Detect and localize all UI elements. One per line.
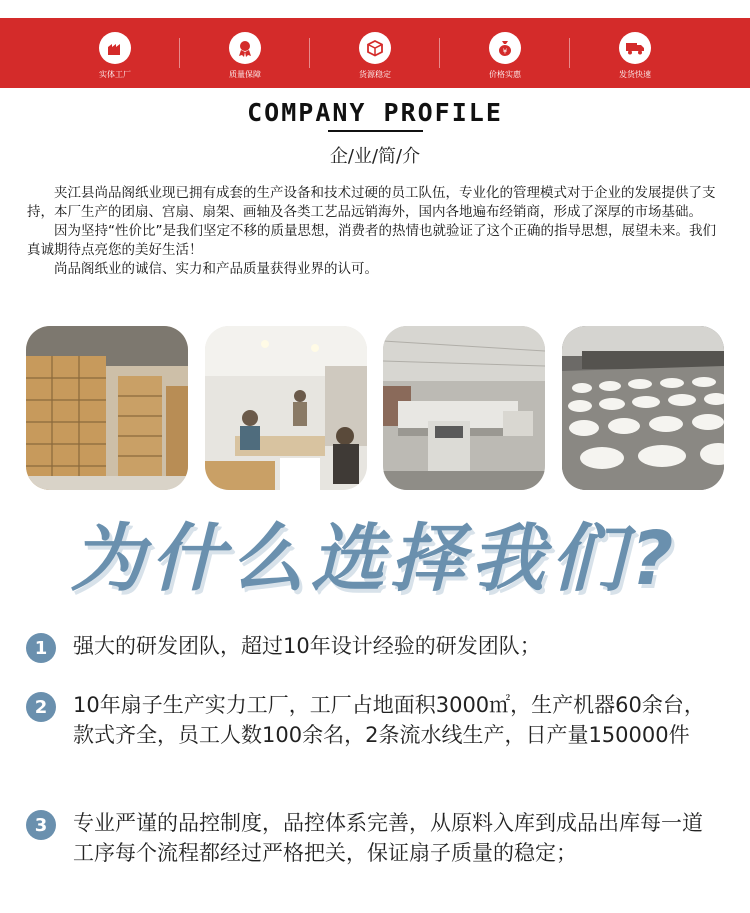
svg-text:¥: ¥ (502, 47, 508, 56)
feature-divider (569, 38, 570, 68)
profile-subtitle: 企/业/简/介 (329, 146, 421, 167)
feature-quality (190, 18, 300, 88)
workshop-workers-photo (205, 326, 367, 490)
reason-item (26, 631, 713, 663)
cutting-table-photo (562, 326, 724, 490)
intro-paragraph: 尚品阁纸业的诚信、实力和产品质量获得业界的认可。 (27, 261, 378, 277)
feature-divider (179, 38, 180, 68)
feature-supply (320, 18, 430, 88)
feature-price (450, 18, 560, 88)
reason-item (26, 690, 713, 750)
why-choose-us-heading: 为什么选择我们? (70, 516, 680, 602)
reason-text: 专业严谨的品控制度，品控体系完善，从原料入库到成品出库每一道工序每个流程都经过严格把关，保证扇子质量的稳定； (73, 811, 703, 865)
feature-label: 质量保障 (229, 70, 261, 79)
reason-number-badge: 2 (26, 692, 56, 722)
feature-factory (60, 18, 170, 88)
quality-badge-icon (229, 32, 261, 64)
delivery-truck-icon (619, 32, 651, 64)
intro-paragraph: 因为坚持“性价比”是我们坚定不移的质量思想，消费者的热情也就验证了这个正确的指导思想，展望未来。我们真诚期待点亮您的美好生活！ (27, 223, 716, 258)
feature-divider (439, 38, 440, 68)
factory-photos (26, 326, 724, 490)
feature-label: 实体工厂 (99, 70, 131, 79)
intro-paragraph: 夹江县尚品阁纸业现已拥有成套的生产设备和技术过硬的员工队伍，专业化的管理模式对于企业的发展提供了支持，本厂生产的团扇、宫扇、扇架、画轴及各类工艺品远销海外，国内各地遍布经销商，形成了深厚的市场基础。 (27, 185, 716, 220)
feature-band (0, 18, 750, 88)
money-bag-icon (489, 32, 521, 64)
feature-label: 发货快速 (619, 70, 651, 79)
profile-intro (27, 184, 727, 279)
reason-text: 强大的研发团队，超过10年设计经验的研发团队； (73, 634, 541, 658)
reason-text: 10年扇子生产实力工厂，工厂占地面积3000㎡，生产机器60余台，款式齐全，员工人数100余名，2条流水线生产，日产量150000件 (73, 693, 705, 747)
factory-icon (99, 32, 131, 64)
warehouse-boxes-photo (26, 326, 188, 490)
reason-number-badge: 3 (26, 810, 56, 840)
feature-label: 价格实惠 (489, 70, 521, 79)
reason-number-badge: 1 (26, 633, 56, 663)
feature-divider (309, 38, 310, 68)
printing-machine-photo (383, 326, 545, 490)
box-icon (359, 32, 391, 64)
title-underline (328, 130, 423, 132)
feature-delivery (580, 18, 690, 88)
feature-label: 货源稳定 (359, 70, 391, 79)
profile-title: COMPANY PROFILE (247, 98, 503, 127)
reason-item (26, 808, 713, 868)
